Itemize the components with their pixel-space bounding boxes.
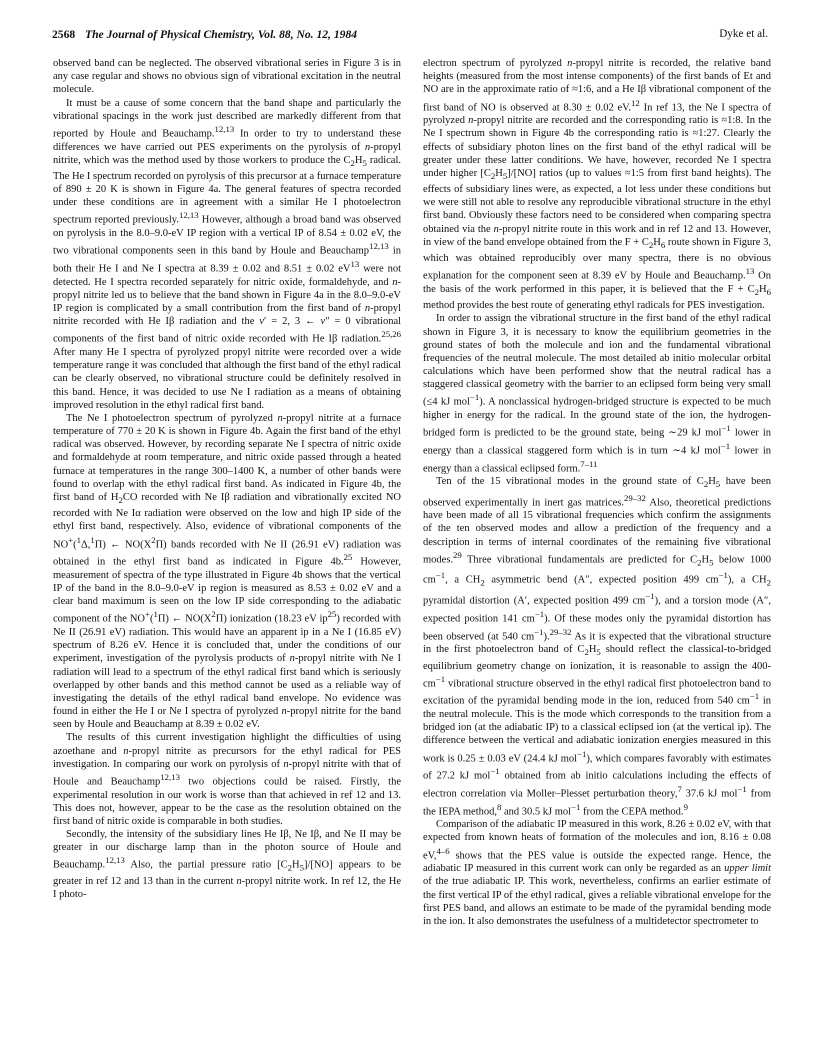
paragraph: Secondly, the intensity of the subsidiary lines He Iβ, Ne Iβ, and Ne II may be greater in our discharge lamp than in the photon source of Houle and Beauchamp.$^{12,13}$ Also, the partial pressure ratio $[C_2H_5]/[NO]$ appears to be greater in ref 12 and 13 than in the current n-propyl nitrite work. In ref 12, the He I photo- [53, 829, 401, 901]
right-column [423, 57, 771, 928]
journal-citation: The Journal of Physical Chemistry, Vol. 88, No. 12, 1984 [85, 28, 358, 41]
paragraph: The Ne I photoelectron spectrum of pyrolyzed n-propyl nitrite at a furnace temperature of 770 ± 20 K is shown in Figure 4b. Again the first band of the ethyl radical was observed. However, by recording separate Ne I spectra of nitric oxide and formaldehyde at room temperature, and nitric oxide passed through a heated furnace at temperatures in the range 300–1400 K, a number of other bands were found to overlap with the ethyl radical first band. As indicated in Figure 4b, the first band of $H_2CO$ recorded with Ne Iβ radiation and vibrationally excited NO recorded with Ne Iα radiation were observed on the low and high IP side of the ethyl first band, respectively. Also, evidence of vibrational components of the NO+($^1$Δ,$^1$Π) ← $NO(X^2\Pi)$ bands recorded with Ne II (26.91 eV) radiation was obtained in the ethyl first band as indicated in Figure 4b.$^{25}$ However, measurement of spectra of the type illustrated in Figure 4b shows that the vertical IP of the band in the 8.0–9.0-eV ip region is measured as 8.53 ± 0.02 eV and a clear band maximum is seen on the low IP side corresponding to the adiabatic component of the NO+($^1$Π) ← $NO(X^2\Pi)$ ionization (18.23 eV $ip^{25}$) recorded with Ne II (26.91 eV) radiation. This would have an apparent ip in a Ne I (16.85 eV) spectrum of 8.26 eV. Hence it is concluded that, under the conditions of our experiment, investigation of the pyrolysis products of n-propyl nitrite with Ne I radiation will lead to a spectrum of the ethyl radical first band which is seriously overlapped by other bands and this method cannot be used as a reliable way of investigating the details of the ethyl radical band envelope. No evidence was found in either the He I or Ne I spectra of pyrolyzed n-propyl nitrite for the band seen by Houle and Beauchamp at 8.39 ± 0.02 eV. [53, 412, 402, 731]
paragraph: In order to assign the vibrational structure in the first band of the ethyl radical shown in Figure 3, it is necessary to know the equilibrium geometries in the ground states of both the molecule and ion and the fundamental vibrational frequencies of the neutral molecule. The most detailed ab initio molecular orbital calculations which have been performed show that the neutral radical has a staggered classical geometry with the barrier to an eclipsed form being very small (≤4 kJ mol$^{-1}$). A nonclassical hydrogen-bridged structure is expected to be much higher in energy for the radical. In the ground state of the ion, the hydrogen-bridged form is predicted to be the ground state, being ∼29 kJ mol$^{-1}$ lower in energy than a classical staggered form which is in turn ∼4 kJ mol$^{-1}$ lower in energy than a classical eclipsed form.$^{7-11}$ [423, 313, 772, 475]
paragraph: It must be a cause of some concern that the band shape and particularly the vibrational spacings in the work just described are markedly different from that reported by Houle and Beauchamp.$^{12,13}$ In order to try to understand these differences we have carried out PES experiments on the pyrolysis of n-propyl nitrite, which was the method used by those workers to produce the $C_2H_5$ radical. The He I spectrum recorded on pyrolysis of this precursor at a furnace temperature of 890 ± 20 K is shown in Figure 4a. The general features of spectra recorded under these conditions are in agreement with a similar He I photoelectron spectrum reported previously.$^{12,13}$ However, although a broad band was observed on pyrolysis in the 8.0–9.0-eV IP region with a vertical IP of 8.54 ± 0.02 eV, the two vibrational components seen in this band by Houle and Beauchamp$^{12,13}$ in both their He I and Ne I spectra at 8.39 ± 0.02 and 8.51 ± 0.02 $eV^{13}$ were not detected. He I spectra recorded separately for nitric oxide, formaldehyde, and n-propyl nitrite led us to believe that the band shown in Figure 4a in the 8.0–9.0-eV IP region is complicated by a small contribution from the first band of n-propyl nitrite recorded with He Iβ radiation and the v′ = 2, 3 ← v″ = 0 vibrational components of the first band of nitric oxide recorded with He Iβ radiation.$^{25,26}$ After many He I spectra of pyrolyzed propyl nitrite were recorded over a wide temperature range it was concluded that although the first band of the ethyl radical can be clearly observed, no vibrational structure could be definitely resolved in this band. Hence, it was decided to use Ne I radiation as a means of obtaining improved resolution in the ethyl radical first band. [53, 97, 402, 411]
page-number: 2568 [52, 28, 76, 41]
paragraph: electron spectrum of pyrolyzed n-propyl nitrite is recorded, the relative band heights (measured from the most intense components) of the first bands of Et and NO are in the approximate ratio of ≈1:6, and a He Iβ vibrational component of the first band of NO is observed at 8.30 ± 0.02 eV.$^{12}$ In ref 13, the Ne I spectra of pyrolyzed n-propyl nitrite are recorded and the corresponding ratio is ≈1:8. In the Ne I spectrum shown in Figure 4b the corresponding ratio is ≈1:27. Clearly the effects of subsidiary photon lines on the first band of the ethyl radical will be greater under these latter conditions. We have, however, recorded Ne I spectra under higher $[C_2H_5]/[NO]$ ratios (up to values ≈1:5 from first band heights). The effects of subsidiary lines were, as expected, a lot less under these conditions but we were still not able to resolve any reproducible vibrational structure in the ethyl first band. Obviously these factors need to be considered when comparing spectra obtained via the n-propyl nitrite route in this work and in ref 12 and 13. However, in view of the band envelope obtained from the $F + C_2H_6$ route shown in Figure 3, which was obtained reproducibly over many spectra, there is no obvious explanation for the component seen at 8.39 eV by Houle and Beauchamp.$^{13}$ On the basis of the work performed in this paper, it is believed that the $F + C_2H_6$ method provides the best route of generating ethyl radicals for PES investigation. [423, 58, 772, 312]
paragraph: Ten of the 15 vibrational modes in the ground state of $C_2H_5$ have been observed experimentally in inert gas matrices.$^{29-32}$ Also, theoretical predictions have been made of all 15 vibrational frequencies which confirm the assignments of the ten observed modes and allow a prediction of the frequency and a description in terms of internal coordinates of the remaining five vibrational modes.$^{29}$ Three vibrational fundamentals are predicted for $C_2H_5$ below 1000 $cm^{-1}$, a $CH_2$ asymmetric bend (A″, expected position 499 $cm^{-1}$), a $CH_2$ pyramidal distortion (A′, expected position 499 $cm^{-1}$), and a torsion mode (A″, expected position 141 $cm^{-1}$). Of these modes only the pyramidal distortion has been observed (at 540 $cm^{-1}).^{29-32}$ As it is expected that the vibrational structure in the first photoelectron band of $C_2H_5$ should reflect the classical-to-bridged equilibrium geometry change on ionization, it is reasonable to assign the $400-cm^{-1}$ vibrational structure observed in the ethyl radical first photoelectron band to excitation of the pyramidal bending mode in the ion, reduced from 540 $cm^{-1}$ in the neutral molecule. This is the mode which corresponds to the transition from a bridged ion (at the adiabatic IP) to a classical eclipsed ion (at the vertical ip). The difference between the vertical and adiabatic ionization energies measured in this work is 0.25 ± 0.03 eV (24.4 kJ mol$^{-1}$), which compares favorably with estimates of 27.2 kJ mol$^{-1}$ obtained from ab initio calculations including the effects of electron correlation via Moller–Plesset perturbation theory,$^7$ 37.6 kJ mol$^{-1}$ from the IEPA method,$^8$ and 30.5 kJ mol$^{-1}$ from the CEPA method.$^9$ [423, 476, 772, 818]
paragraph: Comparison of the adiabatic IP measured in this work, 8.26 ± 0.02 eV, with that expected from known heats of formation of the molecules and ion, 8.16 ± 0.08 eV,$^{4-6}$ shows that the PES value is outside the expected range. Hence, the adiabatic IP measured in this current work can only be regarded as an upper limit of the true adiabatic IP. This work, nevertheless, confirms an earlier estimate of the first vertical IP of the ethyl radical, gives a reliable vibrational envelope for the first PES band, and allows an estimate to be made of the pyramidal bending mode in the ion. It also demonstrates the usefulness of a multidetector spectrometer to [423, 819, 772, 927]
left-column [53, 57, 401, 902]
running-header [52, 28, 768, 46]
paragraph: observed band can be neglected. The observed vibrational series in Figure 3 is in any case regular and shows no obvious sign of vibrational excitation in the neutral molecule. [53, 58, 401, 96]
paragraph: The results of this current investigation highlight the difficulties of using azoethane and n-propyl nitrite as precursors for the ethyl radical for PES investigation. In comparing our work on pyrolysis of n-propyl nitrite with that of Houle and Beauchamp$^{12,13}$ two objections could be raised. Firstly, the experimental resolution in our work is worse than that achieved in ref 12 and 13. This does not, however, appear to be the case as the resolution obtained on the first band of nitric oxide is comparable in both studies. [53, 732, 401, 827]
running-authors: Dyke et al. [719, 28, 768, 40]
